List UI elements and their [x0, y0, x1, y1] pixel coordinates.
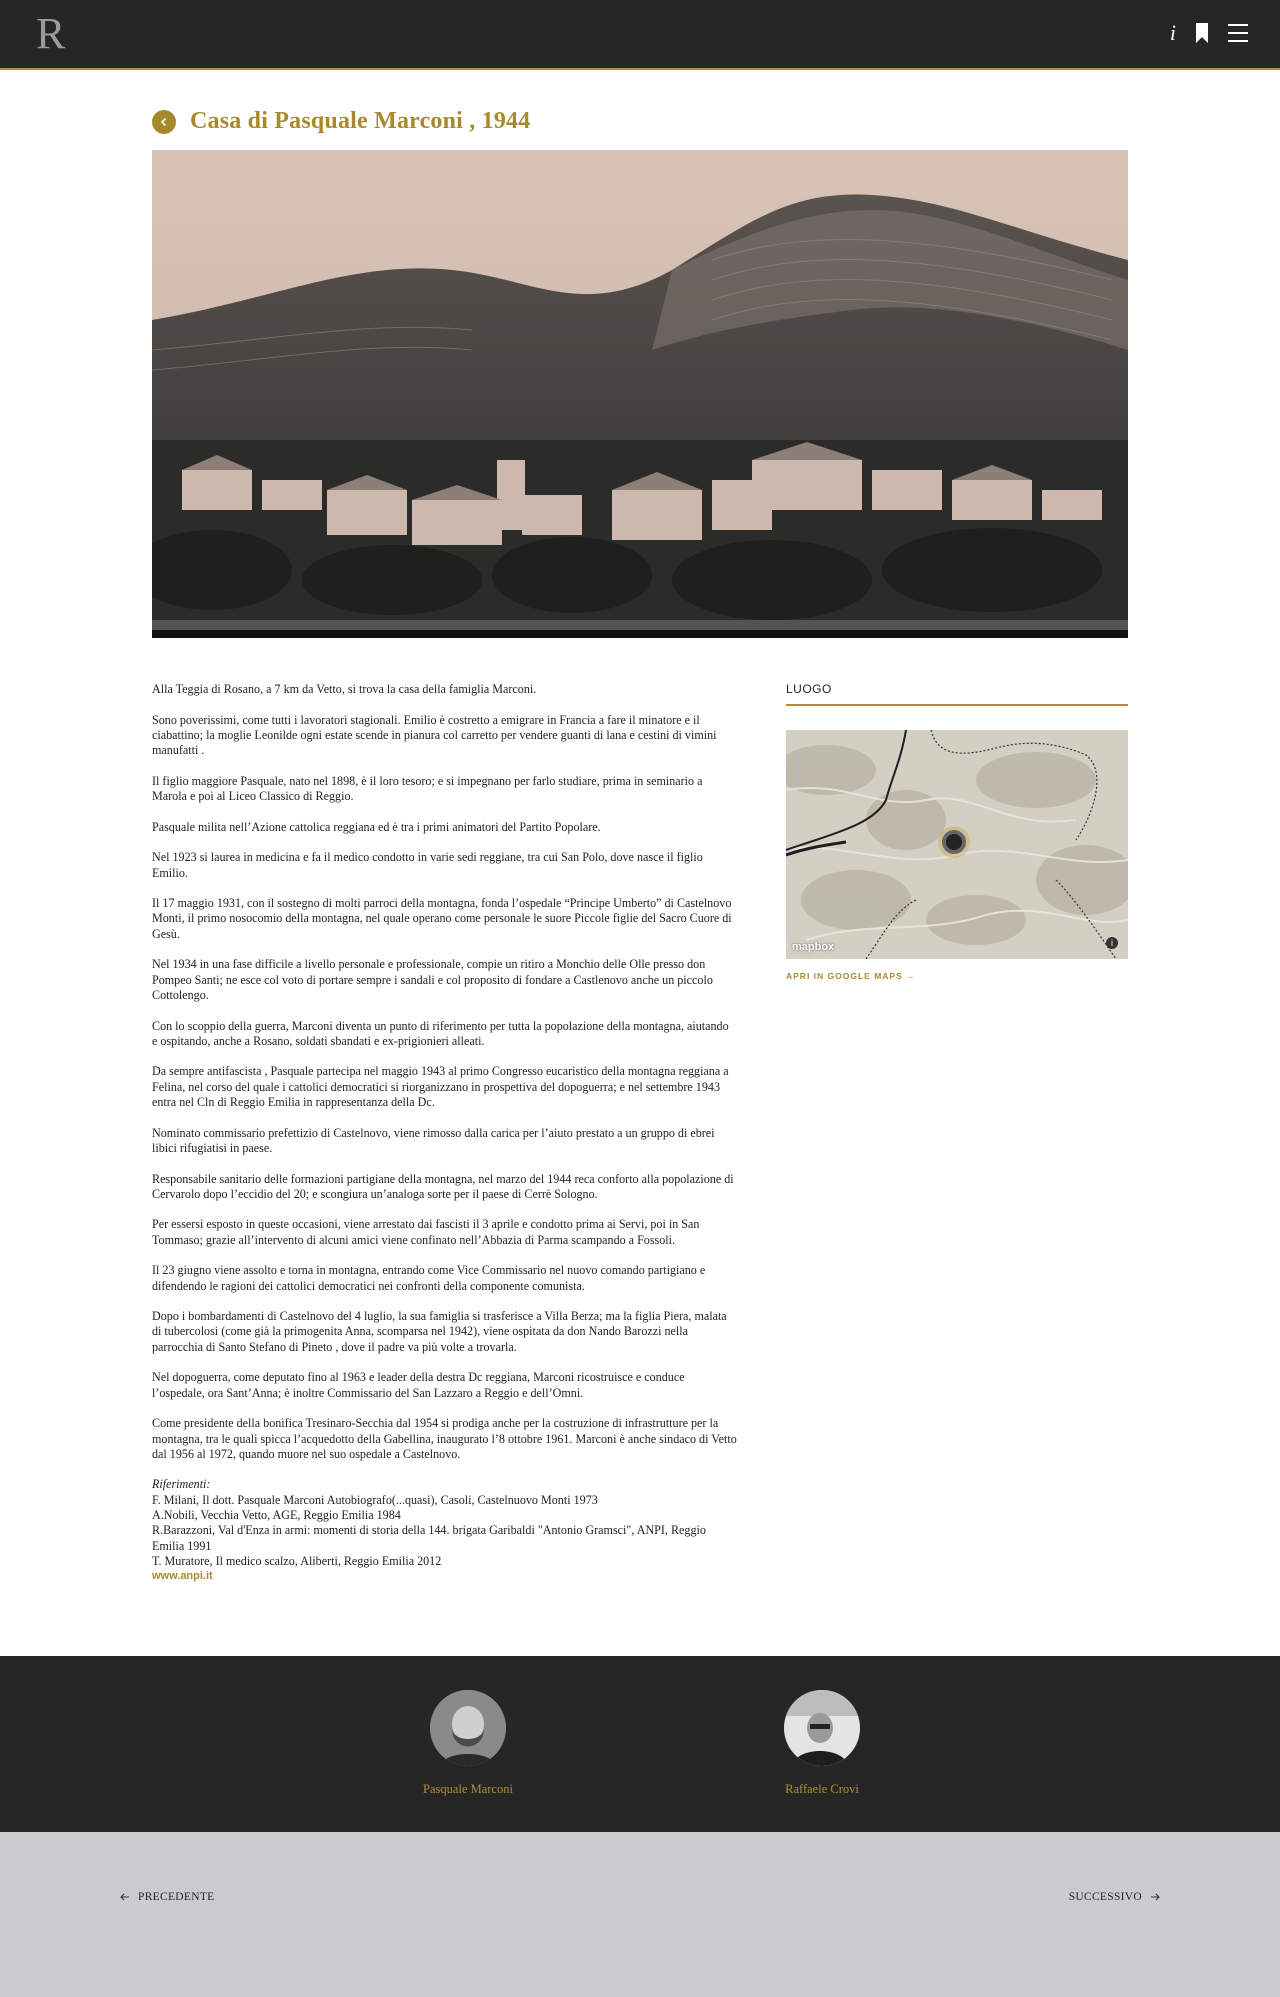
top-icons: [1170, 20, 1248, 46]
article-paragraph: Pasquale milita nell’Azione cattolica reggiana ed è tra i primi animatori del Partito Popolare.: [152, 819, 601, 834]
people-section: [0, 1656, 1280, 1832]
article-paragraph: Il figlio maggiore Pasquale, nato nel 1898, è il loro tesoro; e si impegnano per farlo studiare, prima in seminario a Marola e poi al Liceo Classico di Reggio.: [152, 773, 703, 804]
arrow-left-icon: [120, 1893, 130, 1901]
bookmark-icon[interactable]: [1196, 23, 1208, 43]
article-paragraph: Nominato commissario prefettizio di Castelnovo, viene rimosso dalla carica per l’aiuto prestato a un gruppo di ebrei libici rifugiatisi in paese.: [152, 1125, 715, 1155]
article-paragraph: Responsabile sanitario delle formazioni partigiane della montagna, nel marzo del 1944 reca conforto alla popolazione di Cervarolo dopo l’eccidio del 20; e scongiura un’analoga sorte per il paese di Cerrè Sologno.: [152, 1171, 734, 1201]
references-title: Riferimenti:: [152, 1477, 211, 1492]
avatar[interactable]: [784, 1690, 860, 1766]
next-link[interactable]: [1069, 1891, 1160, 1903]
next-label: SUCCESSIVO: [1068, 1891, 1142, 1903]
person-name[interactable]: Raffaele Crovi: [785, 1782, 859, 1796]
hero-photo: [152, 150, 1128, 638]
reference-item: T. Muratore, Il medico scalzo, Aliberti, Reggio Emilia 2012: [152, 1553, 442, 1568]
location-heading: LUOGO: [786, 682, 1128, 706]
terrain-map-image: [786, 730, 1128, 959]
info-icon[interactable]: i: [1169, 20, 1176, 45]
reference-item: F. Milani, Il dott. Pasquale Marconi Autobiografo(...quasi), Casoli, Castelnuovo Monti 1973: [152, 1492, 598, 1507]
person-name[interactable]: Pasquale Marconi: [423, 1782, 513, 1796]
reference-item: R.Barazzoni, Val d'Enza in armi: momenti di storia della 144. brigata Garibaldi "Antonio Gramsci", ANPI, Reggio Emilia 1991: [152, 1523, 706, 1553]
chevron-left-icon: [159, 117, 169, 127]
map-info-icon[interactable]: i: [1106, 937, 1118, 949]
article-paragraph: Nel 1923 si laurea in medicina e fa il medico condotto in varie sedi reggiane, tra cui San Polo, dove nasce il figlio Emilio.: [152, 850, 703, 880]
title-row: [152, 108, 530, 135]
page-title: Casa di Pasquale Marconi , 1944: [190, 108, 531, 134]
article-paragraph: Per essersi esposto in queste occasioni, viene arrestato dai fascisti il 3 aprile e condotto prima ai Servi, poi in San Tommaso; grazie all’intervento di alcuni amici viene confinato nell’Abbazia di Parma scampando a Fossoli.: [152, 1217, 700, 1247]
previous-link[interactable]: [120, 1891, 214, 1903]
location-sidebar: [786, 682, 1128, 981]
pager: [0, 1832, 1280, 1997]
top-bar: [0, 0, 1280, 70]
google-maps-link[interactable]: APRI IN GOOGLE MAPS →: [786, 971, 916, 981]
previous-label: PRECEDENTE: [138, 1891, 215, 1903]
avatar[interactable]: [430, 1690, 506, 1766]
arrow-right-icon: [1150, 1893, 1160, 1901]
person-card[interactable]: [742, 1690, 902, 1797]
location-map[interactable]: [786, 730, 1128, 959]
article-paragraph: Nel 1934 in una fase difficile a livello personale e professionale, compie un ritiro a Monchio delle Olle presso don Pompeo Santi; ne esce col voto di portare sempre i sandali e col proposito di fondare a Castlenovo anche un piccolo Cottolengo.: [152, 957, 713, 1002]
article-paragraph: Nel dopoguerra, come deputato fino al 1963 e leader della destra Dc reggiana, Marconi ricostruisce e conduce l’ospedale, ora Sant’Anna; è inoltre Commissario del San Lazzaro a Reggio e dell’Omni.: [152, 1370, 685, 1400]
article-paragraph: Il 23 giugno viene assolto e torna in montagna, entrando come Vice Commissario nel nuovo comando partigiano e difendendo le ragioni dei cattolici democratici nei confronti della componente comunista.: [152, 1263, 706, 1293]
article-paragraph: Il 17 maggio 1931, con il sostegno di molti parroci della montagna, fonda l’ospedale “Principe Umberto” di Castelnovo Monti, il primo nosocomio della montagna, nel quale operano come personale le suore Piccole figlie del Sacro Cuore di Gesù.: [152, 896, 732, 941]
article-paragraph: Con lo scoppio della guerra, Marconi diventa un punto di riferimento per tutta la popolazione della montagna, aiutando e ospitando, anche a Rosano, soldati sbandati e ex-prigionieri alleati.: [152, 1018, 729, 1048]
article-paragraph: Come presidente della bonifica Tresinaro-Secchia dal 1954 si prodiga anche per la costruzione di infrastrutture per la montagna, tra le quali spicca l’acquedotto della Gabellina, inaugurato l’8 ottobre 1961. Marconi è anche sindaco di Vetto dal 1956 al 1972, quando muore nel suo ospedale a Castelnovo.: [152, 1416, 737, 1461]
site-logo[interactable]: R: [36, 9, 66, 58]
article-paragraph: Dopo i bombardamenti di Castelnovo del 4 luglio, la sua famiglia si trasferisce a Villa Berza; ma la figlia Piera, malata di tubercolosi (come già la primogenita Anna, scomparsa nel 1942), viene ospitata da don Nando Barozzi nella parrocchia di Santo Stefano di Pineto , dove il padre va più volte a trovarla.: [152, 1309, 727, 1354]
article-paragraph: Alla Teggia di Rosano, a 7 km da Vetto, si trova la casa della famiglia Marconi.: [152, 682, 537, 696]
references: [152, 1477, 737, 1584]
person-card[interactable]: [388, 1690, 548, 1797]
reference-item: A.Nobili, Vecchia Vetto, AGE, Reggio Emilia 1984: [152, 1508, 401, 1523]
back-button[interactable]: [152, 110, 176, 134]
anpi-link[interactable]: www.anpi.it: [152, 1570, 213, 1583]
article-body: [152, 682, 737, 1585]
menu-icon[interactable]: [1228, 24, 1248, 42]
village-landscape-image: [152, 150, 1128, 638]
article-paragraph: Sono poverissimi, come tutti i lavoratori stagionali. Emilio è costretto a emigrare in Francia a fare il minatore e il ciabattino; la moglie Leonilde ogni estate scende in pianura col carretto per vendere guanti di lana e cestini di vimini manufatti .: [152, 712, 717, 758]
article-paragraph: Da sempre antifascista , Pasquale partecipa nel maggio 1943 al primo Congresso eucaristico della montagna reggiana a Felina, nel corso del quale i cattolici democratici si riorganizzano in prospettiva del dopoguerra; e nel settembre 1943 entra nel Cln di Reggio Emilia in rappresentanza della Dc.: [152, 1064, 729, 1110]
person-portrait-image: [784, 1690, 860, 1766]
mapbox-logo: mapbox: [792, 941, 835, 953]
person-portrait-image: [430, 1690, 506, 1766]
